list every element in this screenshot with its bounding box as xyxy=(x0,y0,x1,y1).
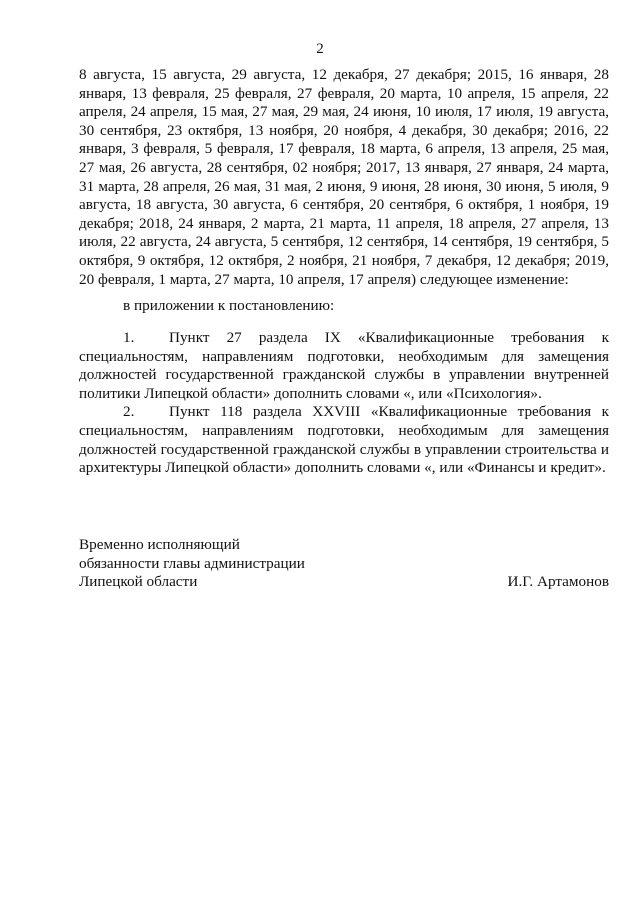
signature-block xyxy=(79,536,609,592)
amendment-item xyxy=(79,329,609,403)
amendment-number: 2. xyxy=(123,403,135,421)
signatory-title-line: Липецкой области xyxy=(79,573,198,591)
amendment-text: Пункт 118 раздела XXVIII «Квалификационные требования к специальностям, направлениям подготовки, необходимым для замещения должностей государственной гражданской службы в управлении строительства и архитектуры Липецкой области» дополнить словами «, или «Финансы и кредит». xyxy=(79,403,609,477)
amendment-text: Пункт 27 раздела IX «Квалификационные требования к специальностям, направлениям подготовки, необходимым для замещения должностей государственной гражданской службы в управлении внутренней политики Липецкой области» дополнить словами «, или «Психология». xyxy=(79,329,609,402)
amendment-item xyxy=(79,403,609,477)
amendment-number: 1. xyxy=(123,329,135,346)
continuation-paragraph: 8 августа, 15 августа, 29 августа, 12 декабря, 27 декабря; 2015, 16 января, 28 января, 13 февраля, 25 февраля, 27 февраля, 20 марта, 10 апреля, 15 апреля, 22 апреля, 24 апреля, 15 мая, 27 мая, 29 мая, 24 июня, 10 июля, 17 июля, 19 августа, 30 сентября, 23 октября, 13 ноября, 20 ноября, 4 декабря, 30 декабря; 2016, 22 января, 3 февраля, 5 февраля, 17 февраля, 18 марта, 6 апреля, 13 апреля, 25 мая, 27 мая, 26 августа, 28 сентября, 02 ноября; 2017, 13 января, 27 января, 24 марта, 31 марта, 28 апреля, 26 мая, 31 мая, 2 июня, 9 июня, 28 июня, 30 июня, 5 июля, 9 августа, 18 августа, 30 августа, 6 сентября, 20 сентября, 6 октября, 1 ноября, 19 декабря; 2018, 24 января, 2 марта, 21 марта, 11 апреля, 18 апреля, 27 апреля, 13 июля, 22 августа, 24 августа, 5 сентября, 12 сентября, 14 сентября, 19 сентября, 5 октября, 9 октября, 12 октября, 2 ноября, 21 ноября, 7 декабря, 12 декабря; 2019, 20 февраля, 1 марта, 27 марта, 10 апреля, 17 апреля) следующее изменение: xyxy=(79,66,609,288)
signatory-name: И.Г. Артамонов xyxy=(507,573,609,591)
signatory-title-line: Временно исполняющий xyxy=(79,536,240,553)
intro-paragraph: в приложении к постановлению: xyxy=(123,297,335,314)
page-number: 2 xyxy=(316,41,324,57)
amendments-list xyxy=(79,329,609,478)
signatory-title-line: обязанности главы администрации xyxy=(79,554,305,572)
